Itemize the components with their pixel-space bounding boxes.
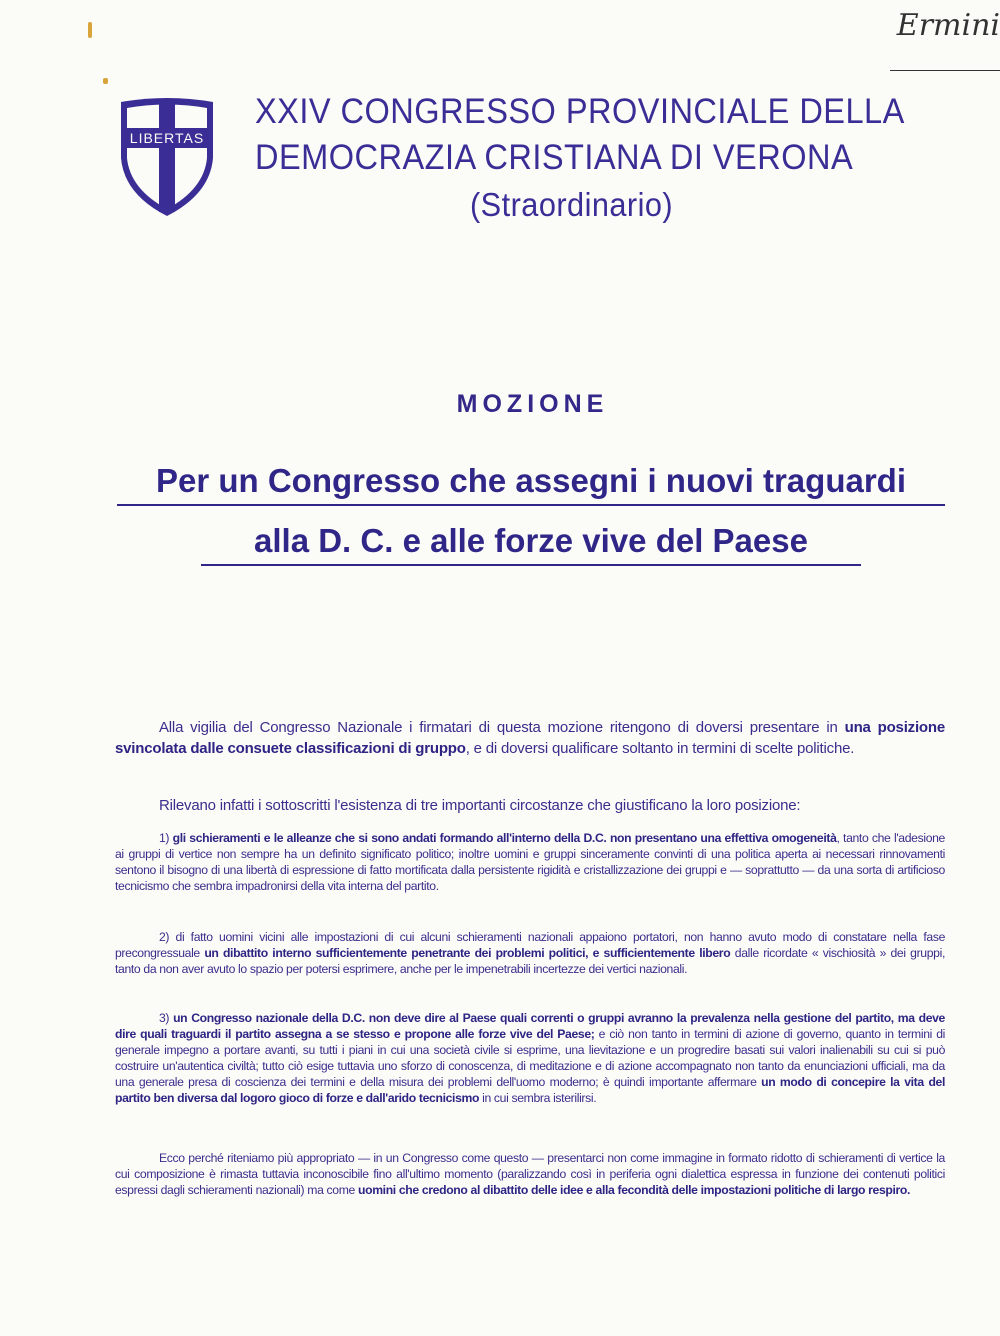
header-line-3: (Straordinario)	[470, 186, 674, 223]
motion-title-line-1: Per un Congresso che assegni i nuovi traguardi	[117, 462, 945, 506]
bold-text-segment: un Congresso nazionale della D.C. non deve dire al Paese quali correnti o gruppi avranno la prevalenza nella gestione del partito, ma deve dire quali traguardi il partito assegna a se stesso e propone alle forze vive del Paese;	[115, 1011, 945, 1041]
paper-stain	[88, 22, 92, 38]
text-segment: Ecco perché riteniamo più appropriato — in un Congresso come questo — presentarci non come immagine in formato ridotto di schieramenti di vertice la cui composizione è rimasta tuttavia inconoscibile fino all'ultimo momento (paralizzando così in periferia ogni dialettica espressa in funzione dei contenuti politici espressi dagli schieramenti nazionali) ma come	[115, 1151, 945, 1197]
bold-text-segment: gli schieramenti e le alleanze che si sono andati formando all'interno della D.C. non presentano una effettiva omogeneità	[172, 831, 837, 845]
bold-text-segment: un dibattito interno sufficientemente penetrante dei problemi politici, e sufficientemente libero	[204, 946, 731, 960]
text-segment: 2) di fatto uomini vicini alle impostazioni di cui alcuni schieramenti nazionali appaiono portatori, non hanno avuto modo di constatare nella fase precongressuale	[115, 930, 945, 960]
paragraph	[115, 1150, 945, 1198]
paragraph	[115, 929, 945, 977]
text-segment: dalle ricordate « vischiosità » dei gruppi, tanto da non aver avuto lo spazio per potersi esprimere, anche per le impenetrabili incertezze dei vertici nazionali.	[115, 946, 945, 976]
text-segment: 3)	[159, 1011, 174, 1025]
section-heading: MOZIONE	[456, 390, 609, 418]
text-segment: , tanto che l'adesione ai gruppi di vertice non sempre ha un definito significato politico; inoltre uomini e gruppi sinceramente convinti di una politica aperta ai necessari rinnovamenti sentono il bisogno di una libertà di espressione di fatto mortificata dalla persistente rigidità e cristallizzazione dei gruppi e — soprattutto — da una sorta di artificioso tecnicismo che sembra impadronirsi della vita interna del partito.	[115, 831, 945, 893]
paragraph	[115, 795, 945, 816]
logo-text: LIBERTAS	[129, 130, 205, 146]
paragraph	[115, 1010, 945, 1106]
text-segment: Alla vigilia del Congresso Nazionale i firmatari di questa mozione ritengono di doversi presentare in	[159, 719, 845, 736]
text-segment: 1)	[159, 831, 173, 845]
header-line-2: DEMOCRAZIA CRISTIANA DI VERONA	[255, 138, 854, 177]
paper-stain	[103, 78, 108, 84]
text-segment: Rilevano infatti i sottoscritti l'esistenza di tre importanti circostanze che giustificano la loro posizione:	[159, 797, 801, 814]
libertas-shield-logo	[118, 96, 216, 218]
bold-text-segment: uomini che credono al dibattito delle idee e alla fecondità delle impostazioni politiche di largo respiro.	[358, 1183, 911, 1197]
text-segment: in cui sembra isterilirsi.	[479, 1091, 597, 1105]
paragraph	[115, 830, 945, 894]
signature-underline	[890, 70, 1000, 71]
bold-text-segment: un modo di concepire la vita del partito ben diversa dal logoro gioco di forze e dall'arido tecnicismo	[115, 1075, 946, 1105]
header-line-1: XXIV CONGRESSO PROVINCIALE DELLA	[255, 92, 905, 131]
bold-text-segment: una posizione svincolata dalle consuete classificazioni di gruppo	[115, 719, 946, 757]
text-segment: , e di doversi qualificare soltanto in termini di scelte politiche.	[465, 740, 855, 757]
text-segment: e ciò non tanto in termini di azione di governo, quanto in termini di generale impegno a portare avanti, su tutti i piani in cui una società civile si esprime, una lievitazione e un progredire basati sui valori inalienabili su cui si può costruire un'autentica civiltà; tutto ciò esige tuttavia uno sforzo di conoscenza, di meditazione e di azione accompagnato non tanto da enunciazioni ufficiali, ma da una generale presa di coscienza dei termini e della misura dei problemi dell'uomo moderno; è quindi importante affermare	[115, 1027, 945, 1089]
motion-title-line-2: alla D. C. e alle forze vive del Paese	[201, 522, 861, 566]
handwritten-signature: Ermini	[896, 8, 1000, 43]
paragraph	[115, 717, 945, 759]
